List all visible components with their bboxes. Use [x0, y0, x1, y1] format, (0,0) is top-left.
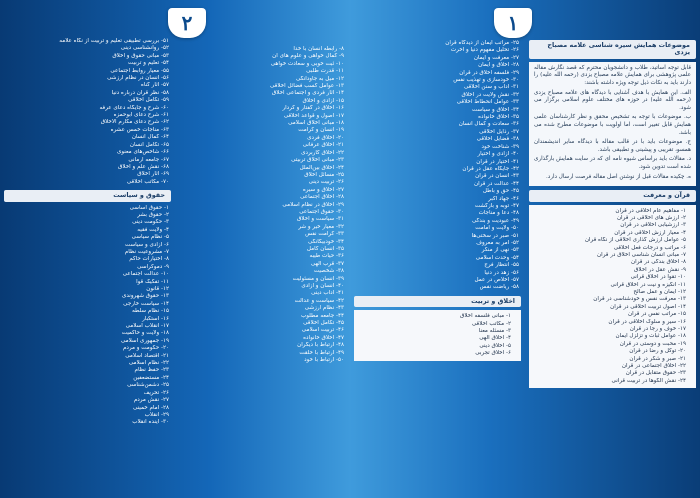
topic-item: ۳۸- فضایل اخلاقی	[476, 136, 519, 143]
topic-item: ۳۹- انسان و مسئولیت	[292, 275, 344, 282]
topic-item: ۸- رابطه انسان با خدا	[293, 46, 344, 52]
topic-item: ۵۲- امر به معروف	[476, 239, 519, 246]
center-right-topic-list	[350, 0, 525, 292]
topic-item: ۲۰- حکومت و مردم	[122, 345, 169, 352]
topic-item: ۲- حقوق بشر	[137, 211, 169, 218]
topic-item: ۴۷- اخلاق خانواده	[303, 334, 344, 341]
topic-item: ۹- کمال خواهی و علوم های آن	[272, 53, 344, 60]
topic-item: ۵- نظام سیاسی	[131, 234, 169, 241]
rights-topic-list	[0, 205, 175, 427]
topic-item: ۴۲- سیاست و عدالت	[294, 297, 344, 304]
topic-item: ۳۶- حیات طیبه	[309, 253, 344, 260]
topic-item: ۱۸- ولایت و حاکمیت	[121, 330, 169, 337]
topic-item: ۳۳- عوامل انحطاط اخلاقی	[456, 99, 519, 106]
topic-item: ۴۰- انسان و آزادی	[301, 283, 344, 289]
topic-item: ۱۳- حقوق شهروندی	[121, 293, 169, 300]
topic-item: ۴۹- ارتباط با خلقت	[299, 349, 344, 356]
intro-notes	[529, 62, 696, 186]
intro-paragraph: د. مقالات باید براساس شیوه نامه ای که در سایت همایش بارگذاری شده است تدوین شود.	[534, 156, 691, 170]
topic-item: ۲۰- توکل و رضا در قرآن	[629, 348, 686, 355]
topic-item: ۳۴- اخلاق و سیاست	[471, 106, 519, 113]
topic-item: ۷۰- مکاتب اخلاقی	[126, 178, 169, 185]
topic-item: ۲۷- اخلاق و سیره	[302, 186, 344, 193]
topic-item: ۶۸- نقش علم و اخلاق	[118, 163, 169, 170]
topic-item: ۲۱- اخلاق عرفانی	[302, 142, 344, 149]
topic-item: ۱۸- عوامل ثبات و تزلزل ایمان	[615, 333, 686, 340]
panel-center-left	[175, 0, 350, 498]
topic-item: ۲۴- مستضعفین	[133, 374, 169, 381]
topic-item: ۳۷- قرب الهی	[310, 260, 344, 267]
topic-item: ۱۸- مبانی اخلاق اسلامی	[288, 120, 344, 127]
topic-item: ۱۴- سیاست خارجی	[123, 300, 169, 307]
topic-item: ۲۴- نقش الگوها در تربیت قرآنی	[611, 377, 686, 384]
topic-item: ۳۱- آداب و سنن اخلاقی	[463, 84, 519, 91]
panel-right	[525, 0, 700, 498]
topic-item: ۲۵- مسائل اخلاق	[304, 171, 344, 178]
topic-item: ۶۲- شرح دعای مکارم الاخلاق	[100, 119, 169, 126]
topic-item: ۴۶- تربیت اسلامی	[301, 327, 344, 334]
panel-center-right	[350, 0, 525, 498]
topic-item: ۳۷- رذایل اخلاقی	[479, 128, 519, 135]
section-heading-intro: موضوعات همایش سیره شناسی علامه مصباح یزدی	[529, 40, 696, 59]
topic-item: ۴۹- عبودیت و بندگی	[471, 217, 519, 224]
topic-item: ۶۵- تکامل انسان	[129, 141, 169, 148]
page-number-badge-2: ۲	[168, 8, 206, 38]
topic-item: ۱۲- قانون	[146, 286, 169, 292]
topic-item: ۶۳- مناجات خمس عشره	[110, 126, 169, 133]
topic-item: ۵- اخلاق دینی	[479, 342, 511, 349]
topic-item: ۱۳- معرفت نفس و خودشناسی در قرآن	[593, 296, 686, 303]
topic-item: ۲- ارزش های اخلاقی در قرآن	[616, 214, 686, 221]
topic-item: ۲۴- اخلاق بین‌الملل	[299, 164, 344, 171]
topic-item: ۳۶- سعادت و کمال انسان	[458, 121, 519, 128]
topic-item: ۶- آزادی و سیاست	[124, 241, 169, 248]
topic-item: ۳۰- آینده انقلاب	[132, 419, 169, 426]
topic-item: ۶۱- شرح دعای ابوحمزه	[113, 112, 169, 119]
topic-item: ۳- مسئله معنا	[478, 328, 511, 335]
topic-item: ۱۹- انسان و کرامت	[298, 127, 344, 134]
topic-item: ۳۳- کرامت نفس	[305, 231, 344, 238]
topic-item: ۳- حکومت دینی	[132, 219, 169, 226]
topic-item: ۴۲- جایگاه عقل در قرآن	[462, 165, 519, 172]
topic-item: ۴۸- ارتباط با دیگران	[297, 342, 344, 349]
topic-item: ۲۲- نظام اسلامی	[128, 360, 169, 367]
intro-paragraph: الف. این همایش با هدف آشنایی با دیدگاه های علامه مصباح یزدی (رحمه الله علیه) در حوزه های مختلف علوم اسلامی برگزار می شود.	[534, 89, 691, 111]
topic-item: ۲۱- صبر و شکر در قرآن	[629, 355, 686, 362]
topic-item: ۵۱- بررسی تطبیقی تعلیم و تربیت از نگاه علامه	[59, 38, 169, 44]
topic-item: ۳۴- خودبیگانگی	[308, 238, 344, 245]
topic-item: ۳۵- انسان کامل	[306, 245, 344, 252]
topic-item: ۱- مبانی فلسفه اخلاق	[459, 313, 511, 320]
topic-item: ۱۷- اصول و قواعد اخلاقی	[283, 112, 344, 119]
topic-item: ۶۷- جامعه آرمانی	[128, 156, 169, 163]
topic-item: ۳۲- معیار خیر و شر	[298, 223, 344, 230]
left-topic-list	[0, 0, 175, 186]
center-left-topic-list	[175, 0, 350, 364]
topic-item: ۲۷- نقش مردم	[133, 397, 169, 404]
topic-item: ۱۲- ایمان و عمل صالح	[633, 289, 686, 295]
topic-item: ۷- مشروعیت نظام	[124, 248, 169, 255]
topic-item: ۳۱- سیاست و اخلاق	[296, 216, 344, 223]
topic-item: ۲۱- اقتصاد اسلامی	[125, 352, 169, 359]
topic-item: ۱۱- انگیزه و نیت در اخلاق قرآنی	[610, 281, 686, 288]
topic-item: ۴۴- جامعه مطلوب	[300, 312, 344, 319]
topic-item: ۴۳- انسان در قرآن	[475, 173, 519, 180]
topic-item: ۴۵- تکامل اخلاقی	[303, 320, 344, 327]
topic-item: ۲۸- اخلاق و ایمان	[478, 62, 519, 69]
topic-item: ۱۲- میل به جاودانگی	[295, 75, 344, 82]
topic-item: ۴۶- جهاد اکبر	[488, 195, 519, 202]
topic-item: ۱۳- عوامل کسب فضائل اخلاقی	[269, 83, 344, 90]
topic-item: ۱- مفاهیم عام اخلاقی در قرآن	[615, 207, 686, 214]
topic-item: ۱- حقوق اساسی	[129, 204, 169, 211]
topic-item: ۵۶- زهد در دنیا	[484, 269, 519, 276]
topic-item: ۴۵- حق و باطل	[482, 188, 519, 195]
topic-item: ۱۱- تفکیک قوا	[136, 278, 169, 285]
topic-item: ۵۴- تعلیم و تربیت	[128, 60, 169, 67]
topic-item: ۲۰- اخلاق فردی	[307, 134, 344, 141]
topic-item: ۴۴- عدالت در قرآن	[473, 180, 519, 187]
topic-item: ۲۹- اخلاق در نظام اسلامی	[282, 201, 344, 208]
topic-item: ۵۵- معیار روابط اجتماعی	[110, 67, 169, 74]
topic-item: ۵۲- روانشناسی دینی	[120, 45, 169, 52]
topic-item: ۱۹- جمهوری اسلامی	[120, 337, 169, 344]
topic-item: ۵۴- وحدت اسلامی	[475, 254, 519, 261]
topic-item: ۳۵- اخلاق خانواده	[478, 114, 519, 121]
topic-item: ۲۹- فلسفه اخلاق در قرآن	[459, 69, 519, 76]
topic-item: ۲۵- مراتب ایمان از دیدگاه قرآن	[445, 40, 519, 46]
intro-paragraph: قابل توجه اساتید، طلاب و دانشجویان محترم که قصد نگارش مقاله علمی پژوهشی برای همایش علامه مصباح یزدی (رحمه الله علیه) را دارند باید به نکات ذیل توجه ویژه داشته باشند:	[534, 64, 691, 86]
topic-item: ۲- مکاتب اخلاقی	[471, 320, 511, 327]
topic-item: ۶۶- شاخص‌های معنوی	[117, 149, 169, 156]
topic-item: ۴- معیار ارزش اخلاقی در قرآن	[614, 229, 686, 236]
panel-left	[0, 0, 175, 498]
topic-item: ۲۶- تحریف	[143, 389, 169, 396]
topic-item: ۱۷- انقلاب اسلامی	[125, 323, 169, 330]
topic-item: ۲۸- اخلاق اجتماعی	[300, 194, 344, 201]
topic-item: ۵۹- تکامل اخلاقی	[128, 97, 169, 104]
topic-item: ۵۳- نهی از منکر	[481, 247, 519, 254]
quran-topic-list	[533, 208, 692, 386]
topic-item: ۳۹- شناخت خود	[481, 143, 519, 150]
topic-item: ۷- مبانی انسان شناسی اخلاق در قرآن	[597, 251, 686, 258]
section-heading-rights: حقوق و سیاست	[4, 190, 171, 201]
topic-item: ۹- دموکراسی	[137, 263, 169, 270]
topic-item: ۲۲- اخلاق اجتماعی در قرآن	[621, 363, 686, 370]
topic-item: ۵۳- مبانی حقوق و اخلاق	[112, 52, 169, 59]
topic-item: ۶۴- کمال انسان	[131, 134, 169, 141]
page-number-badge-1: ۱	[494, 8, 532, 38]
topic-item: ۲۳- حفظ نظام	[134, 367, 169, 374]
ethics-box	[354, 310, 521, 360]
topic-item: ۵۷- اخلاص در عمل	[474, 277, 519, 283]
topic-item: ۶۰- شرح و جایگاه دعای عرفه	[99, 104, 169, 111]
topic-item: ۲۳- حقوق متقابل در قرآن	[625, 370, 686, 377]
topic-item: ۲۶- تحلیل مفهوم دنیا و آخرت	[450, 47, 519, 54]
topic-item: ۶- اخلاق تجربی	[475, 350, 511, 357]
section-heading-quran: قرآن و معرفت	[529, 190, 696, 201]
topic-item: ۵۰- ولایت و امامت	[475, 225, 519, 232]
topic-item: ۳۸- شخصیت	[313, 268, 344, 275]
topic-item: ۱۰- تقوا در اخلاق قرآنی	[630, 274, 686, 281]
topic-item: ۶۹- آثار اخلاق	[137, 171, 169, 178]
topic-item: ۲۹- انقلاب	[144, 411, 169, 418]
ethics-topic-list	[358, 313, 517, 357]
topic-item: ۴۷- توبه و بازگشت	[474, 202, 519, 209]
topic-item: ۱۰- ثبت خوبی و سعادت خواهی	[270, 60, 344, 67]
topic-item: ۴۰- آزادی و اختیار	[477, 151, 519, 158]
topic-item: ۵۷- آثار گناه	[140, 82, 169, 89]
intro-paragraph: ج. موضوعات باید با در قالب مقاله با دیدگاه سایر اندیشمندان همسو، تقریبی و پیشینی و تطبیقی باشد.	[534, 139, 691, 153]
topic-item: ۵۶- انسان در نظام ارزشی	[107, 75, 169, 82]
topic-item: ۵۸- ریاضت نفس	[479, 284, 519, 291]
topic-item: ۵- عوامل ارزش گذاری اخلاقی از نگاه قرآن	[584, 237, 686, 244]
topic-item: ۱۹- محبت و دوستی در قرآن	[619, 340, 686, 347]
topic-item: ۲۷- معرفت و ایمان	[473, 54, 519, 61]
topic-item: ۱۶- اخلاق در گفتار و کردار	[282, 105, 344, 112]
topic-item: ۲۵- دشمن‌شناسی	[127, 382, 169, 389]
topic-item: ۸- اخلاق بندگی در قرآن	[631, 259, 686, 266]
topic-item: ۴۱- اختیار در قرآن	[476, 158, 519, 165]
topic-item: ۱۰- عدالت اجتماعی	[122, 271, 169, 278]
topic-item: ۴- ولایت فقیه	[137, 226, 169, 233]
topic-item: ۱۴- اصول تربیت اخلاقی در قرآن	[610, 303, 686, 310]
topic-item: ۱۶- استکبار	[142, 315, 169, 322]
topic-item: ۳- ارزشیابی اخلاقی در قرآن	[620, 222, 686, 229]
topic-item: ۴۱- آداب دینی	[311, 290, 344, 297]
topic-item: ۱۵- آزادی و اخلاق	[302, 97, 344, 104]
topic-item: ۱۴- آثار فردی و اجتماعی اخلاق	[271, 90, 344, 97]
quran-box	[529, 205, 696, 389]
topic-item: ۲۳- مبانی اخلاق تربیتی	[291, 157, 344, 164]
intro-paragraph: ب. موضوعات با توجه به تشخیص محقق و نظر کارشناسان علمی همایش قابل تغییر است، اما اولویت با موضوعات مطرح شده می باشد.	[534, 114, 691, 136]
topic-item: ۳۰- خودسازی و تهذیب نفس	[453, 77, 519, 84]
topic-item: ۵۸- نظر قرآن درباره دنیا	[111, 89, 169, 96]
topic-item: ۸- اختیارات حاکم	[129, 256, 169, 263]
topic-item: ۲۸- امام خمینی	[132, 404, 169, 411]
topic-item: ۴۳- نظام ارزشی	[304, 305, 344, 312]
section-heading-ethics: اخلاق و تربیت	[354, 296, 521, 307]
topic-item: ۳۲- نقش ولایت در اخلاق	[461, 91, 519, 98]
topic-item: ۲۶- تربیت دینی	[308, 179, 344, 186]
topic-item: ۹- نقش عقل در اخلاق	[634, 266, 686, 273]
topic-item: ۱۵- مراتب نفس در قرآن	[628, 311, 686, 318]
topic-item: ۴۸- دعا و مناجات	[478, 210, 519, 217]
topic-item: ۱۵- نظام سلطه	[131, 308, 169, 315]
topic-item: ۵۰- ارتباط با خود	[304, 357, 344, 364]
topic-item: ۱۱- قدرت طلبی	[306, 68, 344, 75]
topic-item: ۵۵- انتظار فرج	[484, 262, 519, 269]
topic-item: ۲۲- اخلاق کاربردی	[301, 149, 344, 156]
topic-item: ۴- اخلاق الهی	[479, 335, 511, 342]
topic-item: ۵۱- صبر در سختی‌ها	[471, 232, 519, 239]
topic-item: ۳۰- حقوق اجتماعی	[299, 208, 344, 215]
intro-paragraph: ه. چکیده مقالات قبل از نوشتن اصل مقاله فرصت ارسال دارد.	[545, 173, 691, 180]
topic-item: ۱۶- سیر و سلوک اخلاقی در قرآن	[608, 318, 686, 325]
topic-item: ۱۷- خوف و رجا در قرآن	[629, 326, 686, 333]
topic-item: ۶- مراتب و درجات فعل اخلاقی	[613, 244, 686, 251]
